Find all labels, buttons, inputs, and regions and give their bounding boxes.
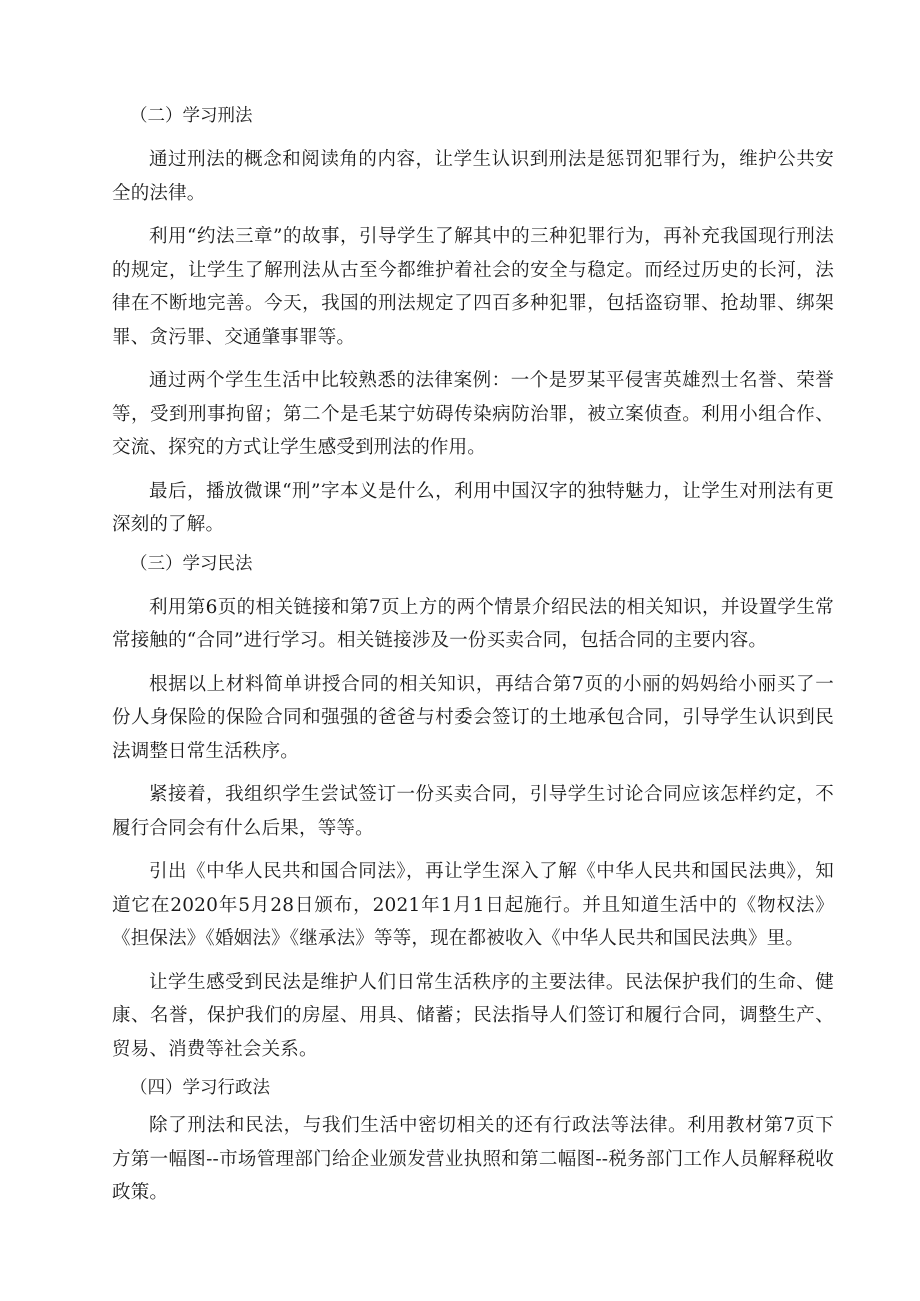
paragraph: 让学生感受到民法是维护人们日常生活秩序的主要法律。民法保护我们的生命、健康、名誉，保护我们的房屋、用具、储蓄；民法指导人们签订和履行合同，调整生产、贸易、消费等社会关系。	[112, 971, 834, 1060]
paragraph: 利用第6页的相关链接和第7页上方的两个情景介绍民法的相关知识，并设置学生常常接触的“合同”进行学习。相关链接涉及一份买卖合同，包括合同的主要内容。	[112, 596, 834, 651]
section-criminal-law	[112, 100, 834, 542]
section-administrative-law	[112, 1072, 834, 1210]
paragraph: 根据以上材料简单讲授合同的相关知识，再结合第7页的小丽的妈妈给小丽买了一份人身保险的保险合同和强强的爸爸与村委会签订的土地承包合同，引导学生认识到民法调整日常生活秩序。	[112, 673, 834, 762]
paragraph: 通过刑法的概念和阅读角的内容，让学生认识到刑法是惩罚犯罪行为，维护公共安全的法律。	[112, 149, 834, 204]
paragraph: 除了刑法和民法，与我们生活中密切相关的还有行政法等法律。利用教材第7页下方第一幅图--市场管理部门给企业颁发营业执照和第二幅图--税务部门工作人员解释税收政策。	[112, 1115, 834, 1203]
section-civil-law	[112, 548, 834, 1067]
section-heading: （四）学习行政法	[130, 1078, 270, 1098]
paragraph: 利用“约法三章”的故事，引导学生了解其中的三种犯罪行为，再补充我国现行刑法的规定，让学生了解刑法从古至今都维护着社会的安全与稳定。而经过历史的长河，法律在不断地完善。今天，我国的刑法规定了四百多种犯罪，包括盗窃罪、抢劫罪、绑架罪、贪污罪、交通肇事罪等。	[112, 226, 834, 348]
paragraph: 最后，播放微课“刑”字本义是什么，利用中国汉字的独特魅力，让学生对刑法有更深刻的了解。	[112, 480, 834, 535]
paragraph: 引出《中华人民共和国合同法》，再让学生深入了解《中华人民共和国民法典》，知道它在2020年5月28日颁布，2021年1月1日起施行。并且知道生活中的《物权法》《担保法》《婚姻法》《继承法》等等，现在都被收入《中华人民共和国民法典》里。	[112, 861, 834, 949]
paragraph: 紧接着，我组织学生尝试签订一份买卖合同，引导学生讨论合同应该怎样约定，不履行合同会有什么后果，等等。	[112, 784, 834, 839]
paragraph: 通过两个学生生活中比较熟悉的法律案例：一个是罗某平侵害英雄烈士名誉、荣誉等，受到刑事拘留；第二个是毛某宁妨碍传染病防治罪，被立案侦查。利用小组合作、交流、探究的方式让学生感受到刑法的作用。	[112, 370, 834, 458]
section-heading: （三）学习民法	[130, 553, 253, 574]
section-heading: （二）学习刑法	[130, 106, 253, 126]
document-body	[112, 100, 834, 1210]
